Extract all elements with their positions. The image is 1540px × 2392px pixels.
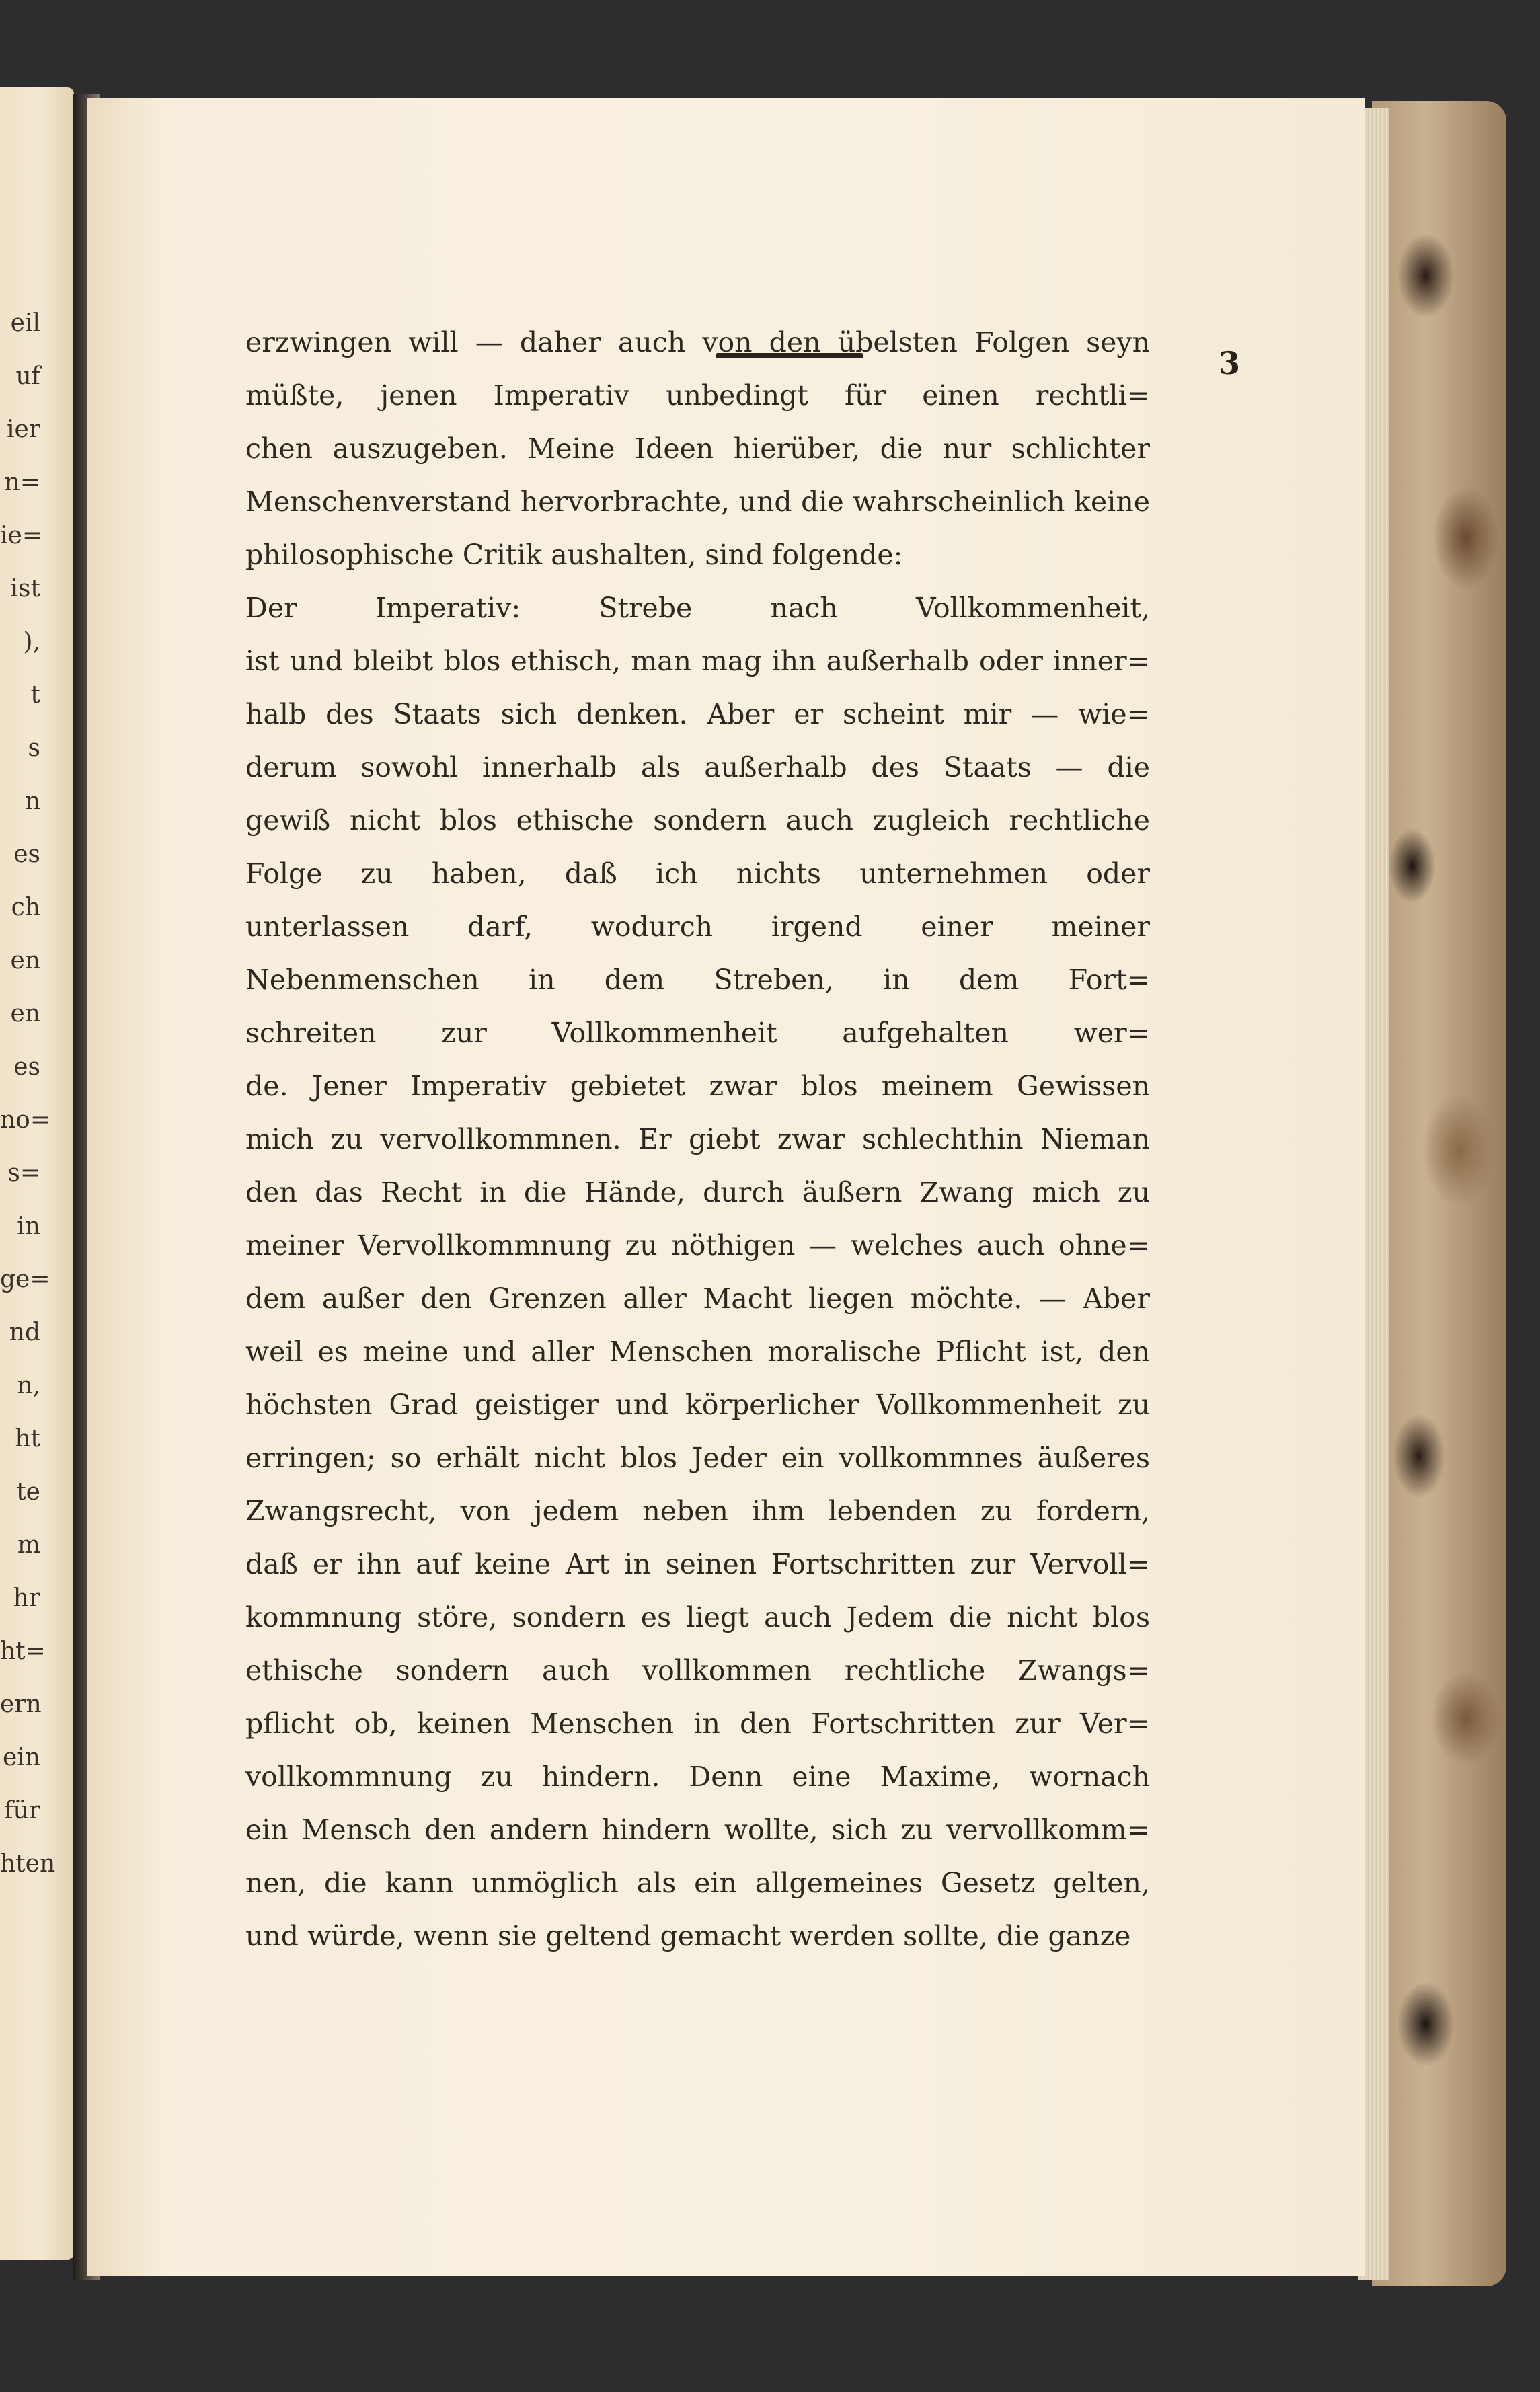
text-line: Zwangsrecht, von jedem neben ihm lebenden zu fordern, bbox=[245, 1495, 1150, 1527]
text-line: müßte, jenen Imperativ unbedingt für einen rechtli= bbox=[245, 379, 1150, 412]
text-line: ethische sondern auch vollkommen rechtliche Zwangs= bbox=[245, 1654, 1150, 1687]
left-page-fragment: t bbox=[30, 681, 40, 709]
text-line: Der Imperativ: Strebe nach Vollkommenheit, bbox=[245, 592, 1150, 624]
left-page-fragment: für bbox=[4, 1797, 40, 1824]
left-page-fragment: es bbox=[13, 841, 40, 868]
text-line: unterlassen darf, wodurch irgend einer meiner bbox=[245, 911, 1150, 943]
left-page-fragment: n, bbox=[17, 1372, 40, 1399]
left-page-fragment: hten bbox=[0, 1850, 56, 1878]
left-page-fragment: ht bbox=[15, 1425, 40, 1453]
left-page-fragment: eil bbox=[10, 309, 40, 337]
text-line: halb des Staats sich denken. Aber er scheint mir — wie= bbox=[245, 698, 1150, 730]
text-line: gewiß nicht blos ethische sondern auch zugleich rechtliche bbox=[245, 804, 1150, 837]
left-page-fragment: es bbox=[13, 1053, 40, 1081]
text-line: Menschenverstand hervorbrachte, und die wahrscheinlich keine bbox=[245, 486, 1150, 518]
left-page-fragment: te bbox=[16, 1478, 40, 1506]
left-page-fragment: en bbox=[10, 1000, 40, 1028]
text-line: erzwingen will — daher auch von den übelsten Folgen seyn bbox=[245, 326, 1150, 358]
text-line: erringen; so erhält nicht blos Jeder ein vollkommnes äußeres bbox=[245, 1442, 1150, 1474]
left-page-fragment: hr bbox=[13, 1584, 40, 1612]
marbled-cover-edge bbox=[1372, 101, 1506, 2286]
text-line: ist und bleibt blos ethisch, man mag ihn außerhalb oder inner= bbox=[245, 645, 1150, 677]
text-line: weil es meine und aller Menschen moralische Pflicht ist, den bbox=[245, 1336, 1150, 1368]
left-page-fragment: m bbox=[17, 1531, 40, 1559]
text-line: höchsten Grad geistiger und körperlicher Vollkommenheit zu bbox=[245, 1389, 1150, 1421]
left-page-fragment: n bbox=[24, 787, 40, 815]
text-line: dem außer den Grenzen aller Macht liegen möchte. — Aber bbox=[245, 1282, 1150, 1315]
left-page-fragment: ier bbox=[6, 416, 40, 443]
left-page-fragment: s bbox=[28, 734, 40, 762]
left-page-fragment: ge= bbox=[0, 1266, 50, 1293]
left-page-fragment: s= bbox=[7, 1159, 40, 1187]
text-line: mich zu vervollkommnen. Er giebt zwar schlechthin Nieman bbox=[245, 1123, 1150, 1155]
text-line: daß er ihn auf keine Art in seinen Fortschritten zur Vervoll= bbox=[245, 1548, 1150, 1580]
left-page-fragment: en bbox=[10, 947, 40, 974]
left-page-fragment: ern bbox=[0, 1691, 42, 1718]
left-page-fragment: nd bbox=[9, 1319, 40, 1346]
left-facing-page bbox=[0, 87, 74, 2260]
text-line: und würde, wenn sie geltend gemacht werden sollte, die ganze bbox=[245, 1920, 1131, 1952]
left-page-fragment: in bbox=[17, 1212, 40, 1240]
text-line: kommnung störe, sondern es liegt auch Jedem die nicht blos bbox=[245, 1601, 1150, 1633]
text-line: chen auszugeben. Meine Ideen hierüber, die nur schlichter bbox=[245, 432, 1150, 465]
text-line: Folge zu haben, daß ich nichts unternehmen oder bbox=[245, 857, 1150, 890]
text-line: derum sowohl innerhalb als außerhalb des Staats — die bbox=[245, 751, 1150, 783]
text-line: meiner Vervollkommnung zu nöthigen — welches auch ohne= bbox=[245, 1229, 1150, 1262]
page-text bbox=[245, 316, 1150, 1963]
left-page-fragment: ie= bbox=[0, 522, 42, 549]
left-page-fragment: uf bbox=[15, 362, 40, 390]
left-page-fragment: n= bbox=[4, 469, 40, 496]
text-line: ein Mensch den andern hindern wollte, sich zu vervollkomm= bbox=[245, 1814, 1150, 1846]
text-line: Nebenmenschen in dem Streben, in dem Fort= bbox=[245, 964, 1150, 996]
left-page-fragment: ), bbox=[23, 628, 40, 656]
text-line: den das Recht in die Hände, durch äußern Zwang mich zu bbox=[245, 1176, 1150, 1208]
text-line: schreiten zur Vollkommenheit aufgehalten wer= bbox=[245, 1017, 1150, 1049]
left-page-fragment: ein bbox=[2, 1744, 40, 1771]
text-line: pflicht ob, keinen Menschen in den Fortschritten zur Ver= bbox=[245, 1707, 1150, 1740]
text-line: de. Jener Imperativ gebietet zwar blos meinem Gewissen bbox=[245, 1070, 1150, 1102]
text-line: philosophische Critik aushalten, sind folgende: bbox=[245, 539, 903, 571]
left-page-fragment: ch bbox=[11, 894, 40, 921]
text-line: nen, die kann unmöglich als ein allgemeines Gesetz gelten, bbox=[245, 1867, 1150, 1899]
text-line: vollkommnung zu hindern. Denn eine Maxime, wornach bbox=[245, 1761, 1150, 1793]
left-page-fragment: ht= bbox=[0, 1637, 46, 1665]
left-page-fragment: no= bbox=[0, 1106, 51, 1134]
left-page-fragment: ist bbox=[10, 575, 40, 603]
page-number: 3 bbox=[1219, 345, 1241, 381]
